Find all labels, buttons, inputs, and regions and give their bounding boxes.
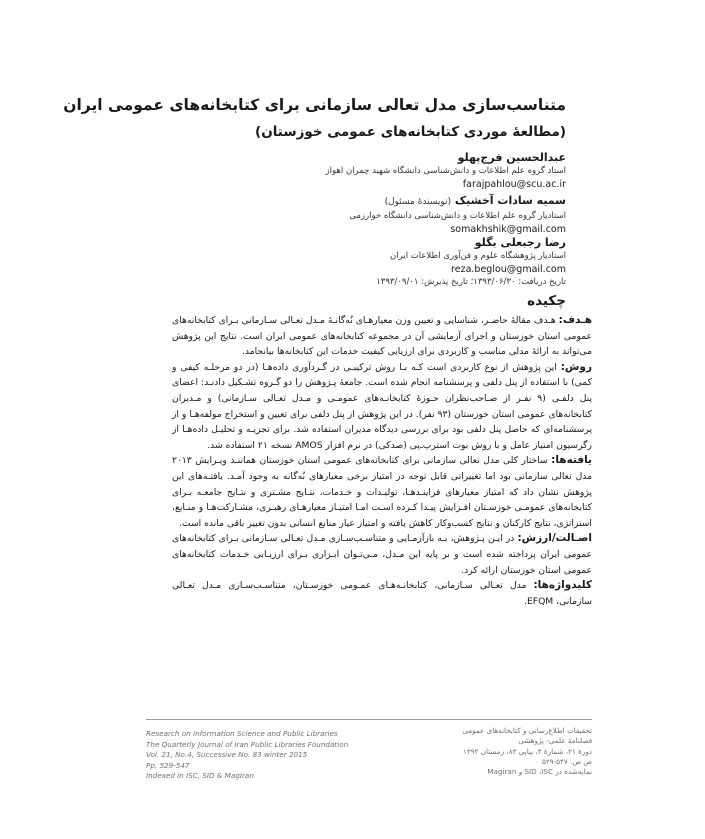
author-2-name: سمیه سادات آخشیک [454,194,566,207]
journal-volume-en: Vol. 21, No.4, Successive No. 83 winter 2015 [146,750,308,760]
originality-label: اصـالت/ارزش: [517,532,592,545]
paper-subtitle: (مطالعهٔ موردی کتابخانه‌های عمومی خوزستان) [255,124,566,140]
abstract-method [172,360,592,454]
purpose-text: هـدف مقالهٔ حاضـر، شناسایی و تعیین وزن معیارهـای نُه‌گانـهٔ مـدل تعـالی سـازمانی بـرای کتابخانه‌های عمومی استان خوزستان و اجرای آزمایشی آن در مجموعه کتابخانه‌های عمومی ایران است. نتایج این پژوهش می‌تواند به ارائهٔ مدلی مناسب و کاربردی برای ارزیابی کیفیت خدمات این کتابخانه‌ها بیانجامد. [172,315,592,358]
abstract-originality [172,531,592,578]
author-1-affiliation: استاد گروه علم اطلاعات و دانش‌شناسی دانشگاه شهید چمران اهواز [325,166,566,176]
author-3-email: reza.beglou@gmail.com [451,264,566,275]
author-2-affiliation: استادیار گروه علم اطلاعات و دانش‌شناسی دانشگاه خوارزمی [349,211,566,221]
abstract-body [172,313,592,609]
author-2 [60,193,566,237]
author-3 [60,235,566,277]
keywords-text: مدل تعـالی سـازمانی، کتابخانـه‌هـای عمـومی خوزسـتان، متناسـب‌سـازی مـدل تعـالی سازمانی، EFQM. [172,580,592,607]
author-2-email: somakhshik@gmail.com [450,224,566,235]
corresponding-author-note: (نویسندهٔ مسئول) [384,197,452,207]
journal-indexing-en: Indexed in ISC, SID & MagIran [146,771,254,781]
abstract-findings [172,453,592,531]
abstract-purpose [172,313,592,360]
method-text: این پژوهش از نوع کاربردی است کـه بـا روش ترکیبـی در گـردآوری داده‌هـا (در دو مرحلـه کیفی و کمی) با استفاده از پنل دلفی و پرسشنامه انجام شده است. جامعهٔ پـژوهش را دو گـروه تشـکیل دادنـد: اعضای پنل دلفـی (۹ نفـر از صـاحب‌نظران حـوزهٔ کتابخانـه‌های عمومـی و مـدل تعـالی سـازمانی) و مـدیران کتابخانه‌های عمومی استان خوزستان (۹۳ نفر). در این پژوهش از پنل دلفی برای تعیین و استخراج مولفه‌هـا و از پرسشنامه‌ای که حاصل پنل دلفی بود برای بررسی دیدگاه مدیران استفاده شد. برای تجزیـه و تحلیـل داده‌هـا از رگرسیون امتیاز عامل و با روش بوت استرپ‌ـ‌پی (صدکی) در نرم افزار AMOS نسخه ۲۱ استفاده شد. [172,361,592,451]
journal-type-fa: فصلنامهٔ علمی- پژوهشی [518,736,592,746]
abstract-heading: چکیده [527,293,566,309]
journal-name-fa: تحقیقات اطلاع‌رسانی و کتابخانه‌های عمومی [462,726,592,735]
journal-volume-fa: دورهٔ ۲۱، شمارهٔ ۴، پیاپی ۸۳، زمستان ۱۳۹۴ [462,746,592,756]
abstract-keywords [172,578,592,609]
journal-pages-fa: ص ص. ۵۴۷-۵۲۹ [541,756,592,766]
author-1-name: عبدالحسین فرج‌پهلو [457,151,566,164]
journal-pages-en: Pp. 529-547 [146,760,190,770]
author-3-affiliation: استادیار پژوهشگاه علوم و فن‌آوری اطلاعات ایران [390,251,566,261]
method-label: روش: [560,360,592,373]
journal-name-en: Research on Information Science and Public Libraries [146,729,338,738]
author-2-name-line [60,193,566,210]
purpose-label: هـدف: [558,314,592,326]
keywords-label: کلیدواژه‌ها: [533,579,592,592]
originality-text: در ایـن پـژوهش، بـه بازآزمـایی و متناسـب‌سـازی مـدل تعـالی سـازمانی بـرای کتابخانه‌های عمومی ایران پرداخته شده است و بر پایه این مـدل، مـی‌تـوان ابـزاری بـرای ارزیـابی خـدمات کتابخانه‌های عمومی استان خوزستان ارائه کرد. [172,533,592,576]
findings-label: یافته‌ها: [551,454,592,467]
received-accepted-dates: تاریخ دریافت: ۱۳۹۳/۰۶/۳۰؛ تاریخ پذیرش: ۱۳۹۳/۰۹/۰۱ [376,277,566,287]
author-1-email: farajpahlou@scu.ac.ir [462,179,566,190]
paper-title: متناسب‌سازی مدل تعالی سازمانی برای کتابخانه‌های عمومی ایران [63,96,566,114]
journal-publisher-en: The Quarterly Journal of Iran Public Libraries Foundation [146,739,349,749]
author-3-name: رضا رجبعلی بگلو [474,236,566,249]
journal-indexing-fa: نمایه‌شده در SID ،ISC و Magiran [487,767,592,777]
footer-divider [146,719,592,720]
journal-info-persian [400,726,592,777]
author-1 [60,150,566,192]
findings-text: ساختار کلی مدل تعالی سازمانی برای کتابخانه‌های عمومی استان خوزستان هماننـد ویـرایش ۲۰۱۳ مدل تعالی سازمانی بود اما تغییراتی قابل توجه در امتیاز برخی معیارهای نُه‌گانه به وجود آمـد. یافتـه‌های این پژوهش نشان داد که امتیاز معیارهای فراینـدهـا، تولیـدات و خـدمات، نتـایج مشـتری و نتـایج جامعـه بـرای کتابخانه‌های عمومـی خوزسـتان افـزایش پیـدا کـرده اسـت امـا امتیـاز معیارهـای رهبـری، مشـارکت‌هـا و منـابع، استراتژی، نتایج کارکنان و نتایج کسب‌وکار کاهش یافته و امتیاز عیار منابع انسانی بدون تغییر باقی مانده است. [172,455,592,529]
journal-info-english [146,729,386,782]
